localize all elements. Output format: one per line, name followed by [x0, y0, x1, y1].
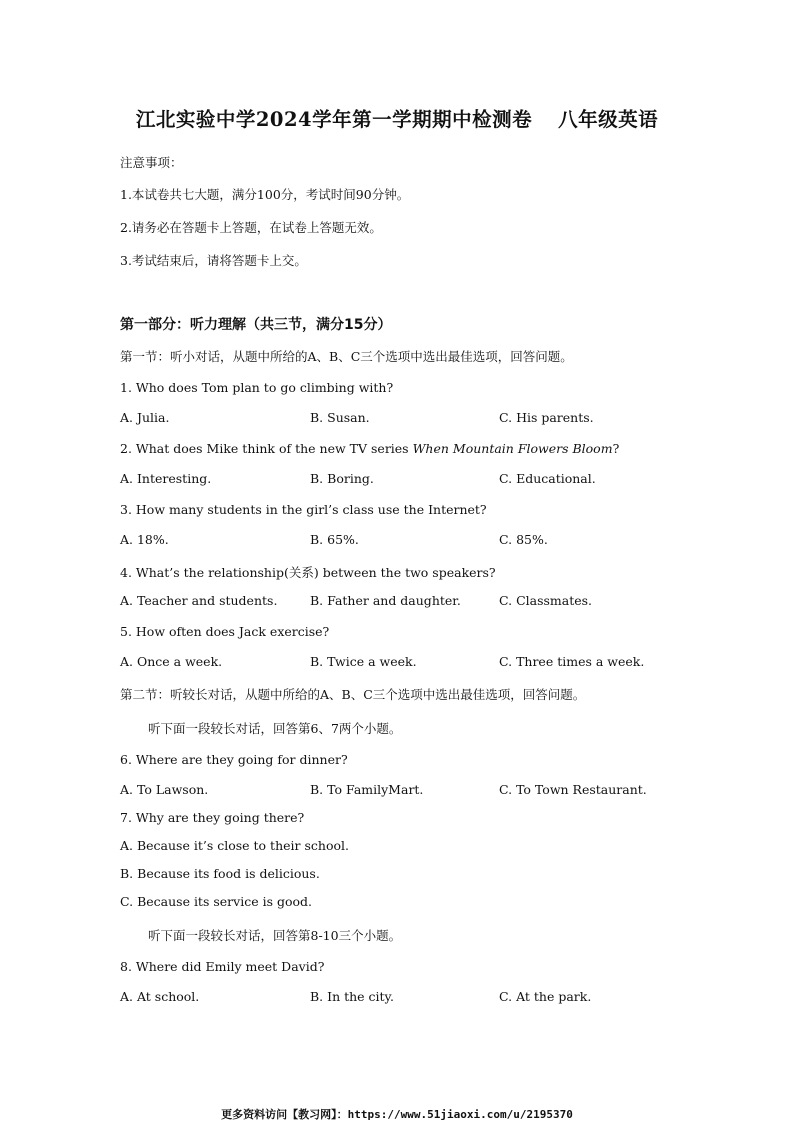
option-b: B. Twice a week. — [310, 654, 417, 669]
dialogue-1-note: 听下面一段较长对话，回答第6、7两个小题。 — [148, 721, 402, 736]
question-6-options — [120, 782, 680, 800]
option-b: B. Susan. — [310, 410, 370, 425]
dialogue-2-note: 听下面一段较长对话，回答第8-10三个小题。 — [148, 928, 402, 943]
option-b: B. To FamilyMart. — [310, 782, 424, 797]
note-item-1: 1.本试卷共七大题，满分100分，考试时间90分钟。 — [120, 187, 410, 202]
notes-heading: 注意事项： — [120, 155, 183, 170]
question-6: 6. Where are they going for dinner? — [120, 752, 348, 767]
option-c: C. Classmates. — [499, 593, 593, 608]
question-1: 1. Who does Tom plan to go climbing with? — [120, 380, 394, 395]
question-2 — [120, 441, 619, 456]
question-8-options — [120, 989, 680, 1007]
option-c: C. 85%. — [499, 532, 548, 547]
option-b: B. Boring. — [310, 471, 374, 486]
option-c: C. Three times a week. — [499, 654, 645, 669]
option-b: B. Father and daughter. — [310, 593, 461, 608]
footer-link[interactable]: 更多资料访问【教习网】：https://www.51jiaoxi.com/u/2195370 — [221, 1108, 573, 1121]
question-3-options — [120, 532, 680, 550]
option-c: C. To Town Restaurant. — [499, 782, 647, 797]
question-2-series-title: When Mountain Flowers Bloom — [412, 441, 613, 456]
exam-title-subject: 八年级英语 — [558, 108, 659, 131]
option-a: A. Teacher and students. — [120, 593, 278, 608]
exam-title-main: 江北实验中学2024学年第一学期期中检测卷 — [135, 108, 533, 131]
question-7-option-c: C. Because its service is good. — [120, 894, 312, 909]
option-a: A. To Lawson. — [120, 782, 209, 797]
option-c: C. Educational. — [499, 471, 596, 486]
option-a: A. Interesting. — [120, 471, 212, 486]
section2-instruction: 第二节：听较长对话，从题中所给的A、B、C三个选项中选出最佳选项，回答问题。 — [120, 687, 586, 702]
question-7-option-b: B. Because its food is delicious. — [120, 866, 320, 881]
question-2-options — [120, 471, 680, 489]
question-4-options — [120, 593, 680, 611]
option-a: A. 18%. — [120, 532, 169, 547]
option-b: B. 65%. — [310, 532, 359, 547]
exam-title — [0, 104, 794, 132]
question-7-option-a: A. Because it’s close to their school. — [120, 838, 349, 853]
option-a: A. Once a week. — [120, 654, 223, 669]
option-c: C. His parents. — [499, 410, 594, 425]
note-item-3: 3.考试结束后，请将答题卡上交。 — [120, 253, 307, 268]
question-5-options — [120, 654, 680, 672]
section1-instruction: 第一节：听小对话，从题中所给的A、B、C三个选项中选出最佳选项，回答问题。 — [120, 349, 573, 364]
note-item-2: 2.请务必在答题卡上答题，在试卷上答题无效。 — [120, 220, 382, 235]
option-a: A. At school. — [120, 989, 200, 1004]
question-8: 8. Where did Emily meet David? — [120, 959, 325, 974]
question-7: 7. Why are they going there? — [120, 810, 305, 825]
question-2-text: 2. What does Mike think of the new TV series — [120, 441, 413, 456]
question-2-mark: ? — [612, 441, 620, 456]
option-b: B. In the city. — [310, 989, 394, 1004]
question-3: 3. How many students in the girl’s class use the Internet? — [120, 502, 487, 517]
question-4: 4. What’s the relationship(关系) between the two speakers? — [120, 565, 496, 580]
option-a: A. Julia. — [120, 410, 170, 425]
question-5: 5. How often does Jack exercise? — [120, 624, 330, 639]
question-1-options — [120, 410, 680, 428]
option-c: C. At the park. — [499, 989, 592, 1004]
part1-heading: 第一部分：听力理解（共三节，满分15分） — [120, 317, 392, 333]
